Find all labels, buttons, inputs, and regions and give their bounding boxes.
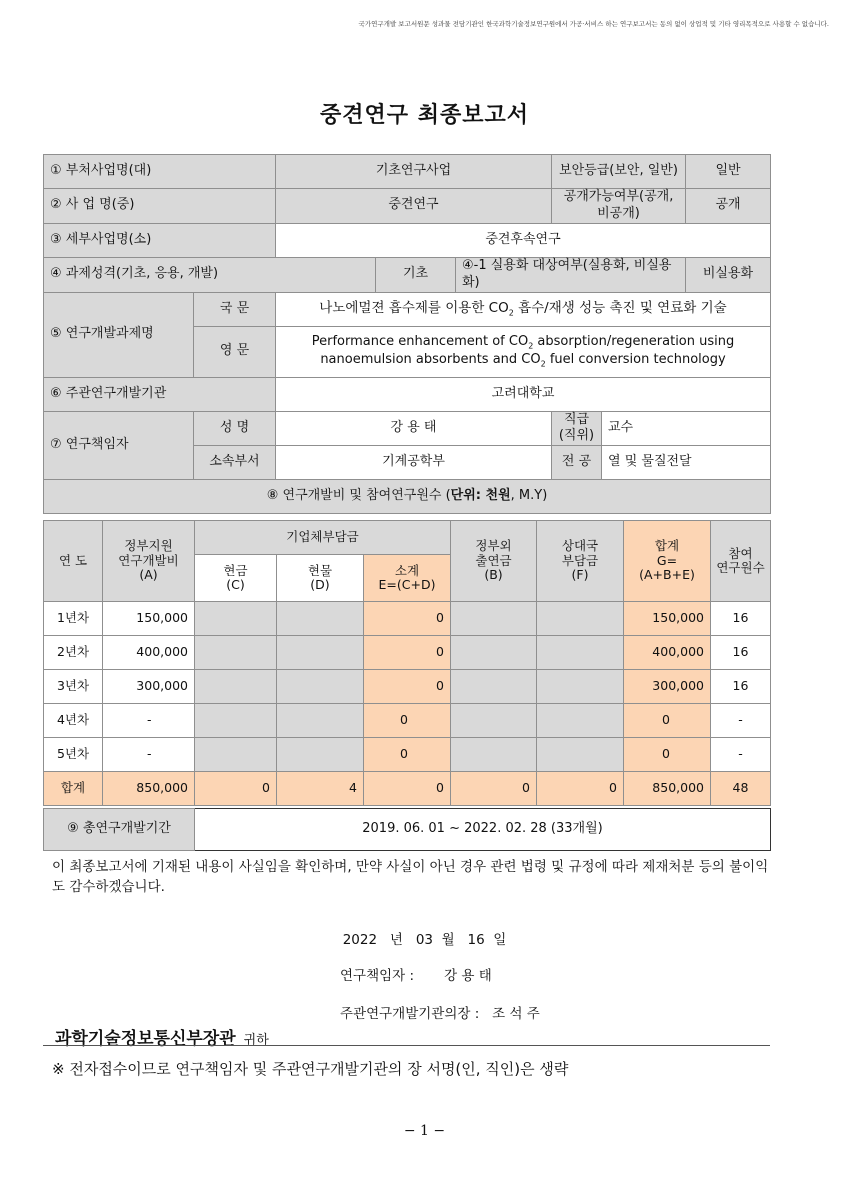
cell-staff: 16: [711, 636, 771, 670]
period-label: ⑨ 총연구개발기간: [44, 809, 195, 851]
english-title-text-a: Performance enhancement of CO: [311, 333, 529, 349]
page-title: 중견연구 최종보고서: [320, 103, 529, 128]
report-date: 2022 년 03 월 16 일: [342, 932, 507, 948]
budget-heading-text: ⑧ 연구개발비 및 참여연구원수 (: [266, 488, 451, 504]
col-year: 연 도: [44, 521, 103, 602]
cell-subtotal: 0: [364, 738, 451, 772]
cell-other: [451, 704, 537, 738]
cell-staff: 48: [711, 772, 771, 806]
col-other: [451, 521, 537, 602]
cell-kind: [277, 738, 364, 772]
subscript: 2: [508, 308, 514, 318]
col-gov-line2: 연구개발비: [118, 552, 179, 568]
cell-partner: [537, 704, 624, 738]
budget-table: [43, 520, 771, 806]
budget-unit: 단위: 천원: [450, 488, 511, 504]
korean-title-text-end: 흡수/재생 성능 촉진 및 연료화 기술: [513, 299, 727, 316]
col-total-line1: 합계: [654, 538, 680, 554]
col-subtotal: [364, 555, 451, 602]
minister-title: 과학기술정보통신부장관: [55, 1029, 236, 1049]
cell-partner: [537, 636, 624, 670]
name-value: 강 용 태: [276, 411, 552, 446]
nature-label: ④ 과제성격(기초, 응용, 개발): [44, 257, 376, 292]
table-row: [44, 636, 771, 670]
col-cash: [195, 555, 277, 602]
cell-total: 0: [624, 738, 711, 772]
open-value: 공개: [686, 189, 771, 224]
col-gov: [103, 521, 195, 602]
col-partner-line2: 부담금: [561, 552, 599, 568]
col-cash-line1: 현금: [223, 562, 248, 578]
english-title-label: 영 문: [194, 326, 276, 377]
table-row: [44, 670, 771, 704]
commercial-label: ④-1 실용화 대상여부(실용화, 비실용화): [456, 257, 686, 292]
cell-total: 850,000: [624, 772, 711, 806]
nature-value: 기초: [376, 257, 456, 292]
cell-total: 0: [624, 704, 711, 738]
cell-total: 150,000: [624, 602, 711, 636]
cell-cash: [195, 738, 277, 772]
cell-other: [451, 670, 537, 704]
cell-partner: [537, 602, 624, 636]
commercial-value: 비실용화: [686, 257, 771, 292]
cell-subtotal: 0: [364, 670, 451, 704]
divider: [43, 1045, 770, 1046]
major-label: 전 공: [552, 446, 602, 480]
cell-cash: [195, 704, 277, 738]
cell-kind: [277, 704, 364, 738]
cell-staff: -: [711, 704, 771, 738]
cell-subtotal: 0: [364, 636, 451, 670]
cell-gov: 850,000: [103, 772, 195, 806]
col-staff-line2: 연구원수: [716, 560, 765, 575]
cell-gov: 300,000: [103, 670, 195, 704]
korean-title: [276, 292, 771, 326]
position-value: 교수: [602, 411, 771, 446]
cell-year: 4년차: [44, 704, 103, 738]
col-partner: [537, 521, 624, 602]
cell-other: 0: [451, 772, 537, 806]
col-other-line1: 정부외: [475, 538, 512, 554]
cell-partner: [537, 670, 624, 704]
program-label: ② 사 업 명(중): [44, 189, 276, 224]
korean-title-text: 나노에멀젼 흡수제를 이용한 CO: [319, 299, 509, 316]
col-partner-line1: 상대국: [561, 538, 599, 554]
subscript: 2: [540, 359, 546, 369]
security-value: 일반: [686, 155, 771, 189]
cell-year: 2년차: [44, 636, 103, 670]
col-partner-line3: (F): [571, 567, 589, 583]
major-value: 열 및 물질전달: [602, 446, 771, 480]
col-other-line2: 출연금: [475, 552, 512, 568]
copyright-notice: 국가연구개발 보고서원문 성과물 전담기관인 한국과학기술정보연구원에서 가공·서비스 하는 연구보고서는 동의 없이 상업적 및 기타 영리목적으로 사용할 수 없습니다.: [358, 20, 829, 28]
cell-partner: [537, 738, 624, 772]
dept-label: 소속부서: [194, 446, 276, 480]
signature-pi: 연구책임자 : 강 용 태: [340, 968, 492, 984]
col-kind: [277, 555, 364, 602]
cell-cash: [195, 636, 277, 670]
col-kind-line1: 현물: [307, 562, 333, 578]
subscript: 2: [528, 341, 534, 351]
cell-total: 400,000: [624, 636, 711, 670]
col-cash-line2: (C): [226, 577, 245, 592]
cell-kind: [277, 602, 364, 636]
page-number: − 1 −: [403, 1123, 446, 1139]
cell-year: 1년차: [44, 602, 103, 636]
cell-cash: [195, 602, 277, 636]
cell-year: 3년차: [44, 670, 103, 704]
english-title: [276, 326, 771, 377]
cell-partner: 0: [537, 772, 624, 806]
cell-cash: [195, 670, 277, 704]
col-company: 기업체부담금: [195, 521, 451, 555]
cell-gov: 400,000: [103, 636, 195, 670]
signature-head: 주관연구개발기관의장 : 조 석 주: [340, 1006, 540, 1022]
cell-other: [451, 602, 537, 636]
col-staff: [711, 521, 771, 602]
program-value: 중견연구: [276, 189, 552, 224]
project-info-table: [43, 154, 771, 514]
budget-heading: [44, 480, 771, 514]
cell-staff: 16: [711, 670, 771, 704]
name-label: 성 명: [194, 411, 276, 446]
cell-subtotal: 0: [364, 772, 451, 806]
col-total-line2: G=(A+B+E): [639, 552, 695, 583]
project-title-label: ⑤ 연구개발과제명: [44, 292, 194, 377]
budget-heading-suffix: , M.Y): [510, 488, 548, 504]
period-table: [43, 808, 771, 851]
confirmation-statement: 이 최종보고서에 기재된 내용이 사실임을 확인하며, 만약 사실이 아닌 경우 관련 법령 및 규정에 따라 제재처분 등의 불이익도 감수하겠습니다.: [52, 859, 769, 895]
position-label: 직급(직위): [552, 411, 602, 446]
institution-label: ⑥ 주관연구개발기관: [44, 377, 276, 411]
dept-value: 기계공학부: [276, 446, 552, 480]
subprogram-label: ③ 세부사업명(소): [44, 223, 276, 257]
english-title-text-b: absorption/regeneration using nanoemulsion absorbents and CO: [320, 333, 735, 367]
cell-year: 합계: [44, 772, 103, 806]
table-row: [44, 602, 771, 636]
cell-kind: [277, 670, 364, 704]
period-value: 2019. 06. 01 ~ 2022. 02. 28 (33개월): [195, 809, 771, 851]
table-row: [44, 704, 771, 738]
col-subtotal-line2: E=(C+D): [378, 577, 436, 592]
institution-value: 고려대학교: [276, 377, 771, 411]
col-kind-line2: (D): [310, 577, 330, 592]
subprogram-value: 중견후속연구: [276, 223, 771, 257]
cell-gov: -: [103, 704, 195, 738]
cell-staff: -: [711, 738, 771, 772]
cell-year: 5년차: [44, 738, 103, 772]
cell-staff: 16: [711, 602, 771, 636]
col-total: [624, 521, 711, 602]
cell-subtotal: 0: [364, 602, 451, 636]
security-label: 보안등급(보안, 일반): [552, 155, 686, 189]
table-total-row: [44, 772, 771, 806]
english-title-text-c: fuel conversion technology: [545, 351, 726, 367]
cell-other: [451, 738, 537, 772]
cell-other: [451, 636, 537, 670]
cell-total: 300,000: [624, 670, 711, 704]
cell-cash: 0: [195, 772, 277, 806]
honorific: 귀하: [243, 1033, 269, 1048]
cell-gov: 150,000: [103, 602, 195, 636]
open-label: 공개가능여부(공개, 비공개): [552, 189, 686, 224]
ministry-label: ① 부처사업명(대): [44, 155, 276, 189]
cell-kind: 4: [277, 772, 364, 806]
cell-kind: [277, 636, 364, 670]
cell-gov: -: [103, 738, 195, 772]
col-subtotal-line1: 소계: [394, 562, 420, 578]
cell-subtotal: 0: [364, 704, 451, 738]
table-row: [44, 738, 771, 772]
col-staff-line1: 참여: [728, 545, 753, 561]
korean-title-label: 국 문: [194, 292, 276, 326]
omission-note: ※ 전자접수이므로 연구책임자 및 주관연구개발기관의 장 서명(인, 직인)은 생략: [52, 1060, 569, 1078]
col-gov-line3: (A): [139, 567, 158, 583]
col-other-line3: (B): [484, 567, 503, 583]
col-gov-line1: 정부지원: [124, 538, 173, 554]
pi-label: ⑦ 연구책임자: [44, 411, 194, 480]
ministry-value: 기초연구사업: [276, 155, 552, 189]
